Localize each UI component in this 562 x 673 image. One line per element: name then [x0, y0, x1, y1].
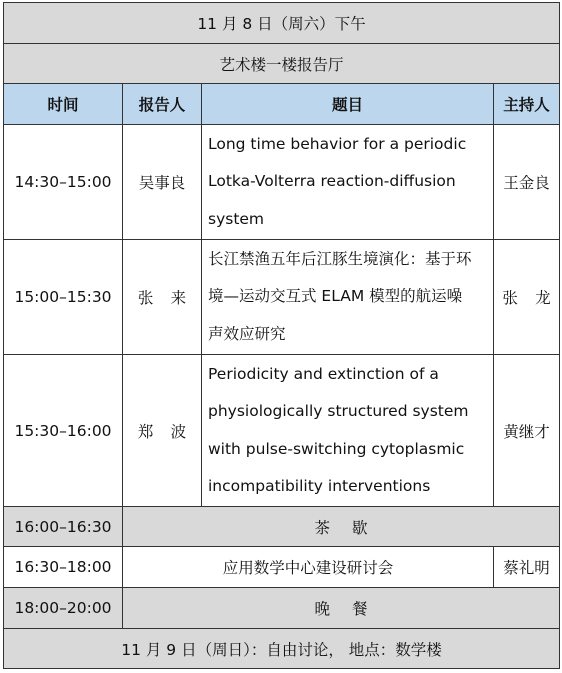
talk-speaker: 张 来 [123, 240, 202, 355]
session-date: 11 月 8 日（周六）下午 [4, 3, 560, 44]
talk-title-line: physiologically structured system [208, 402, 469, 420]
date-row [4, 3, 560, 44]
talk-title-line: system [208, 209, 265, 228]
talk-title [202, 240, 494, 355]
talk-time: 14:30–15:00 [4, 125, 123, 240]
table-row [4, 355, 560, 507]
talk-speaker: 郑 波 [123, 355, 202, 507]
venue-row [4, 44, 560, 84]
seminar-row [4, 547, 560, 588]
col-header-speaker: 报告人 [123, 84, 202, 125]
break-time: 16:00–16:30 [4, 507, 123, 547]
talk-title-line: Long time behavior for a periodic [208, 134, 467, 153]
seminar-chair: 蔡礼明 [494, 547, 560, 588]
talk-title-line: Periodicity and extinction of a [208, 364, 439, 383]
talk-title-line: 声效应研究 [208, 324, 286, 343]
talk-chair: 张 龙 [494, 240, 560, 355]
col-header-title: 题目 [202, 84, 494, 125]
talk-title-line: Lotka-Volterra reaction-diffusion [208, 172, 456, 191]
break-row [4, 507, 560, 547]
talk-chair: 王金良 [494, 125, 560, 240]
talk-title [202, 355, 494, 507]
talk-chair: 黄继才 [494, 355, 560, 507]
talk-time: 15:00–15:30 [4, 240, 123, 355]
table-row [4, 125, 560, 240]
schedule-table [3, 2, 560, 669]
talk-title-line: with pulse-switching cytoplasmic [208, 439, 465, 458]
talk-speaker: 吴事良 [123, 125, 202, 240]
column-header-row [4, 84, 560, 125]
footer-row [4, 629, 560, 669]
seminar-time: 16:30–18:00 [4, 547, 123, 588]
talk-title [202, 125, 494, 240]
col-header-time: 时间 [4, 84, 123, 125]
seminar-label: 应用数学中心建设研讨会 [123, 547, 494, 588]
session-venue: 艺术楼一楼报告厅 [4, 44, 560, 84]
talk-title-line: 长江禁渔五年后江豚生境演化：基于环 [208, 249, 472, 268]
dinner-time: 18:00–20:00 [4, 588, 123, 629]
talk-title-line: incompatibility interventions [208, 477, 431, 495]
break-label: 茶 歇 [123, 507, 560, 547]
dinner-row [4, 588, 560, 629]
talk-title-line: 境—运动交互式 ELAM 模型的航运噪 [208, 287, 463, 306]
footer-note: 11 月 9 日（周日）：自由讨论， 地点：数学楼 [4, 629, 560, 669]
talk-time: 15:30–16:00 [4, 355, 123, 507]
table-row [4, 240, 560, 355]
dinner-label: 晚 餐 [123, 588, 560, 629]
col-header-chair: 主持人 [494, 84, 560, 125]
